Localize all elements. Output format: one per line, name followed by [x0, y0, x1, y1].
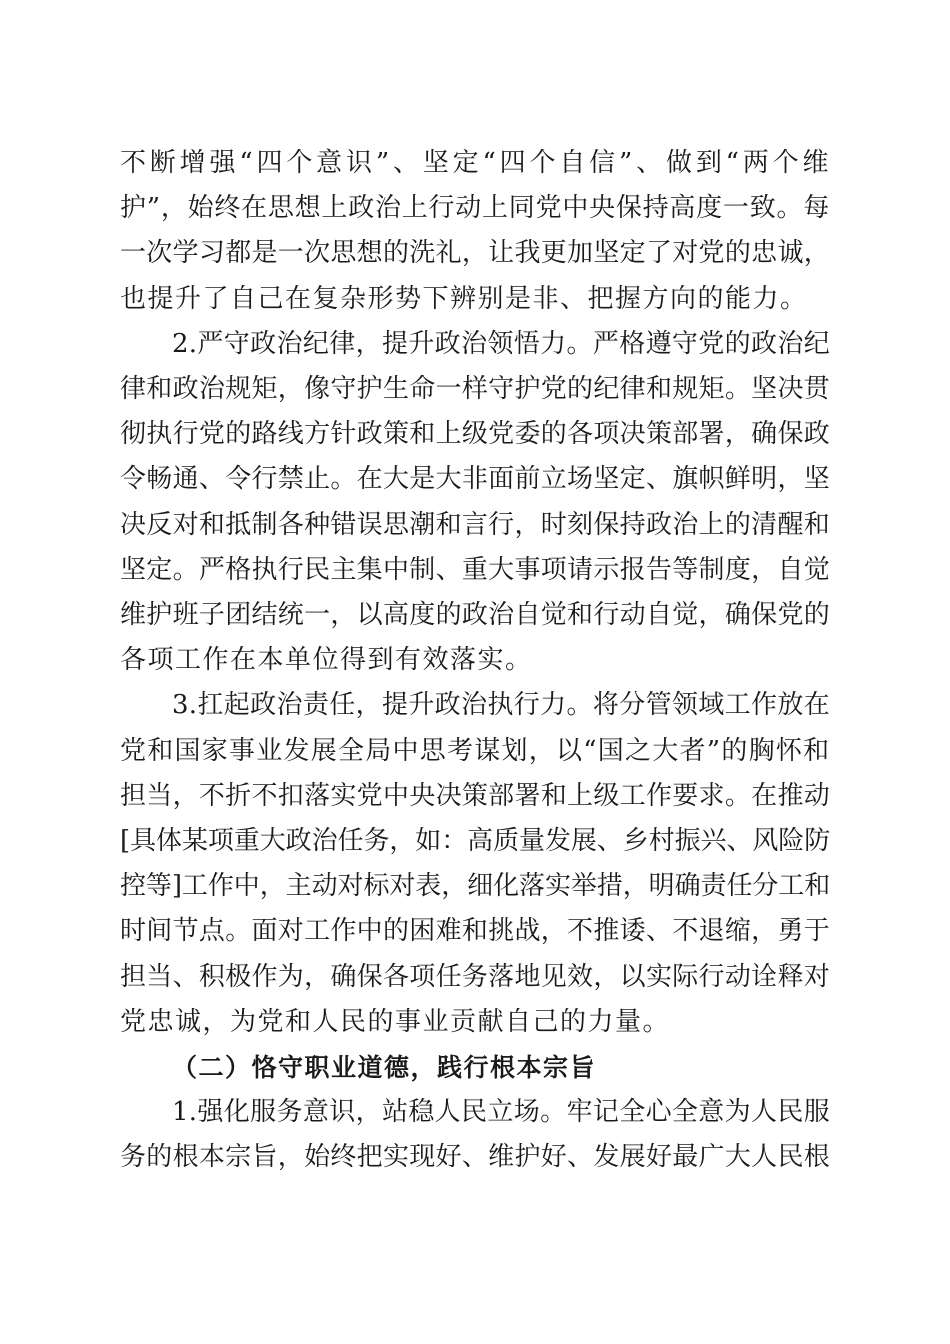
- text-line: 令畅通、令行禁止。在大是大非面前立场坚定、旗帜鲜明，坚: [120, 464, 830, 495]
- text-line: 2.严守政治纪律，提升政治领悟力。严格遵守党的政治纪: [172, 328, 830, 359]
- document-page: [120, 141, 830, 1181]
- text-line: 律和政治规矩，像守护生命一样守护党的纪律和规矩。坚决贯: [120, 374, 830, 405]
- text-line: 彻执行党的路线方针政策和上级党委的各项决策部署，确保政: [120, 419, 830, 450]
- text-line: 各项工作在本单位得到有效落实。: [120, 645, 533, 676]
- text-line: 3.扛起政治责任，提升政治执行力。将分管领域工作放在: [172, 690, 830, 721]
- text-line: 务的根本宗旨，始终把实现好、维护好、发展好最广大人民根: [120, 1142, 830, 1173]
- text-line: [具体某项重大政治任务，如：高质量发展、乡村振兴、风险防: [120, 826, 830, 857]
- text-line: 担当、积极作为，确保各项任务落地见效，以实际行动诠释对: [120, 961, 830, 992]
- text-line: 一次学习都是一次思想的洗礼，让我更加坚定了对党的忠诚，: [120, 238, 830, 269]
- text-line: 党忠诚，为党和人民的事业贡献自己的力量。: [120, 1006, 671, 1037]
- text-line: 时间节点。面对工作中的困难和挑战，不推诿、不退缩，勇于: [120, 916, 830, 947]
- text-line: 护”，始终在思想上政治上行动上同党中央保持高度一致。每: [120, 193, 830, 224]
- paragraph-continuation: [120, 141, 830, 322]
- text-line: 1.强化服务意识，站稳人民立场。牢记全心全意为人民服: [172, 1097, 830, 1128]
- text-line: 坚定。严格执行民主集中制、重大事项请示报告等制度，自觉: [120, 554, 830, 585]
- text-line: 维护班子团结统一，以高度的政治自觉和行动自觉，确保党的: [120, 600, 830, 631]
- text-line: 也提升了自己在复杂形势下辨别是非、把握方向的能力。: [120, 283, 808, 314]
- section-heading: （二）恪守职业道德，践行根本宗旨: [172, 1053, 597, 1083]
- text-line: 决反对和抵制各种错误思潮和言行，时刻保持政治上的清醒和: [120, 509, 830, 540]
- paragraph-item-2: [120, 322, 830, 684]
- paragraph-item-1: [120, 1090, 830, 1180]
- text-line: 担当，不折不扣落实党中央决策部署和上级工作要求。在推动: [120, 780, 830, 811]
- text-line: 控等]工作中，主动对标对表，细化落实举措，明确责任分工和: [120, 871, 830, 902]
- paragraph-item-3: [120, 683, 830, 1045]
- text-line: 不断增强“四个意识”、坚定“四个自信”、做到“两个维: [120, 148, 830, 178]
- text-line: 党和国家事业发展全局中思考谋划，以“国之大者”的胸怀和: [120, 735, 831, 766]
